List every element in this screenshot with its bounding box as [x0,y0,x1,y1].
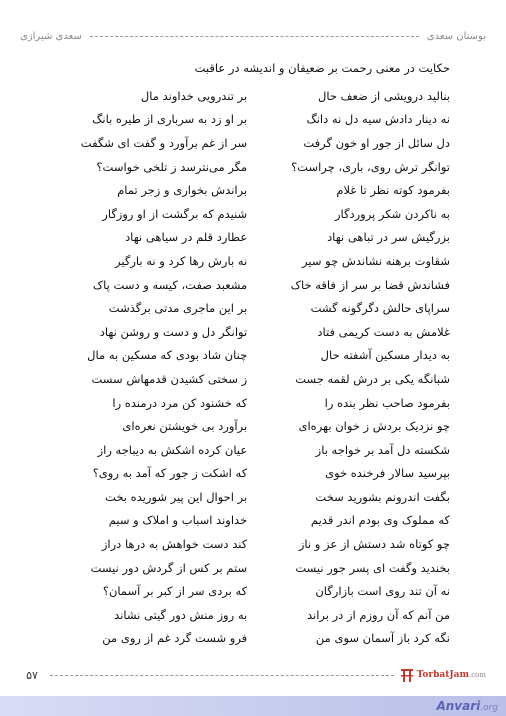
verse-row [60,414,450,438]
second-hemistich: بر این ماجری مدتی برگذشت [108,301,248,316]
second-hemistich: شنیدم که برگشت از او روزگار [102,206,248,221]
first-hemistich: فشاندش قضا بر سر از فاقه خاک [290,277,450,292]
verse-row [60,603,450,627]
verse-row [60,131,450,155]
first-hemistich: من آنم که آن روزم از در براند [306,607,450,622]
first-hemistich: توانگر ترش روی، باری، چراست؟ [291,159,450,174]
verse-row [60,178,450,202]
second-hemistich: عطارد قلم در سیاهی نهاد [125,230,248,245]
poem-content [60,58,450,650]
first-hemistich: شقاوت برهنه نشاندش چو سیر [302,253,450,268]
verse-row [60,320,450,344]
second-hemistich: توانگر دل و دست و روشن نهاد [99,324,248,339]
logo-text: TorbatJam.com [416,670,486,680]
first-hemistich: دل سائل از جور او خون گرفت [303,135,450,150]
verse-row [60,226,450,250]
first-hemistich: بپرسید سالار فرخنده خوی [325,466,450,481]
first-hemistich: بخندید وگفت ای پسر جور نیست [295,560,450,575]
first-hemistich: بنالید درویشی از ضعف حال [317,88,450,103]
first-hemistich: نگه کرد باز آسمان سوی من [315,631,450,646]
verse-row [60,296,450,320]
second-hemistich: ز سختی کشیدن قدمهاش سست [91,371,248,386]
first-hemistich: نه آن تند روی است بازارگان [315,584,450,599]
second-hemistich: فرو شست گرد غم از روی من [102,631,248,646]
verse-row [60,485,450,509]
first-hemistich: شبانگه یکی بر درش لقمه جست [295,371,450,386]
second-hemistich: مشعبد صفت، کیسه و دست پاک [92,277,248,292]
first-hemistich: بزرگیش سر در تباهی نهاد [327,230,450,245]
verse-list [60,84,450,650]
first-hemistich: به ناکردن شکر پروردگار [334,206,450,221]
footer-rule [50,675,394,676]
verse-row [60,627,450,651]
second-hemistich: کند دست خواهش به درها دراز [101,537,248,552]
verse-row [60,579,450,603]
first-hemistich: که مملوک وی بودم اندر قدیم [310,513,450,528]
second-hemistich: براندش بخواری و زجر تمام [117,183,248,198]
second-hemistich: بر احوال این پیر شوریده بخت [105,489,248,504]
second-hemistich: چنان شاد بودی که مسکین به مال [87,348,248,363]
second-hemistich: سر از غم برآورد و گفت ای شگفت [80,135,248,150]
second-hemistich: عیان کرده اشکش به دیباجه راز [97,442,248,457]
verse-row [60,84,450,108]
second-hemistich: خداوند اسباب و املاک و سیم [108,513,248,528]
second-hemistich: برآورد بی خویشتن نعره‌ای [122,419,248,434]
second-hemistich: نه بارش رها کرد و نه بارگیر [115,253,248,268]
first-hemistich: نه دینار دادش سیه دل نه دانگ [306,112,450,127]
second-hemistich: که خشنود کن مرد درمنده را [112,395,248,410]
verse-row [60,391,450,415]
first-hemistich: چو کوتاه شد دستش از عز و ناز [298,537,450,552]
book-title: بوستان سعدی [426,30,486,42]
first-hemistich: بفرمود صاحب نظر بنده را [324,395,450,410]
first-hemistich: بگفت اندرونم بشورید سخت [315,489,450,504]
verse-row [60,556,450,580]
second-hemistich: که اشکت ز جور که آمد به روی؟ [92,466,248,481]
second-hemistich: ستم بر کس از گردش دور نیست [90,560,248,575]
second-hemistich: مگر می‌نترسد ز تلخی خواست؟ [96,159,248,174]
second-hemistich: که بردی سر از کبر بر آسمان؟ [102,584,248,599]
first-hemistich: شکسته دل آمد بر خواجه باز [315,442,450,457]
verse-row [60,462,450,486]
watermark-bar [0,696,506,716]
watermark: Anvari.org [436,699,498,713]
first-hemistich: بفرمود کوته نظر تا غلام [336,183,450,198]
verse-row [60,249,450,273]
verse-row [60,532,450,556]
first-hemistich: چو نزدیک بردش ز خوان بهره‌ای [298,419,450,434]
verse-row [60,155,450,179]
first-hemistich: سراپای حالش دگرگونه گشت [310,301,450,316]
verse-row [60,438,450,462]
logo-mark-icon [400,667,414,683]
story-title: حکایت در معنی رحمت بر ضعیفان و اندیشه در عاقبت [194,61,450,75]
second-hemistich: بر تندرویی خداوند مال [140,88,248,103]
verse-row [60,202,450,226]
second-hemistich: بر او زد به سرباری از طیره بانگ [92,112,248,127]
author-name: سعدی شیرازی [20,30,82,42]
verse-row [60,344,450,368]
page-number: ۵۷ [26,668,38,682]
page-header [20,26,486,46]
publisher-logo [400,667,486,683]
second-hemistich: به روز منش دور گیتی نشاند [114,607,248,622]
header-rule [90,36,419,37]
verse-row [60,367,450,391]
page-footer [20,660,486,690]
verse-row [60,273,450,297]
first-hemistich: غلامش به دست کریمی فتاد [317,324,450,339]
verse-row [60,108,450,132]
first-hemistich: به دیدار مسکین آشفته حال [320,348,450,363]
verse-row [60,509,450,533]
